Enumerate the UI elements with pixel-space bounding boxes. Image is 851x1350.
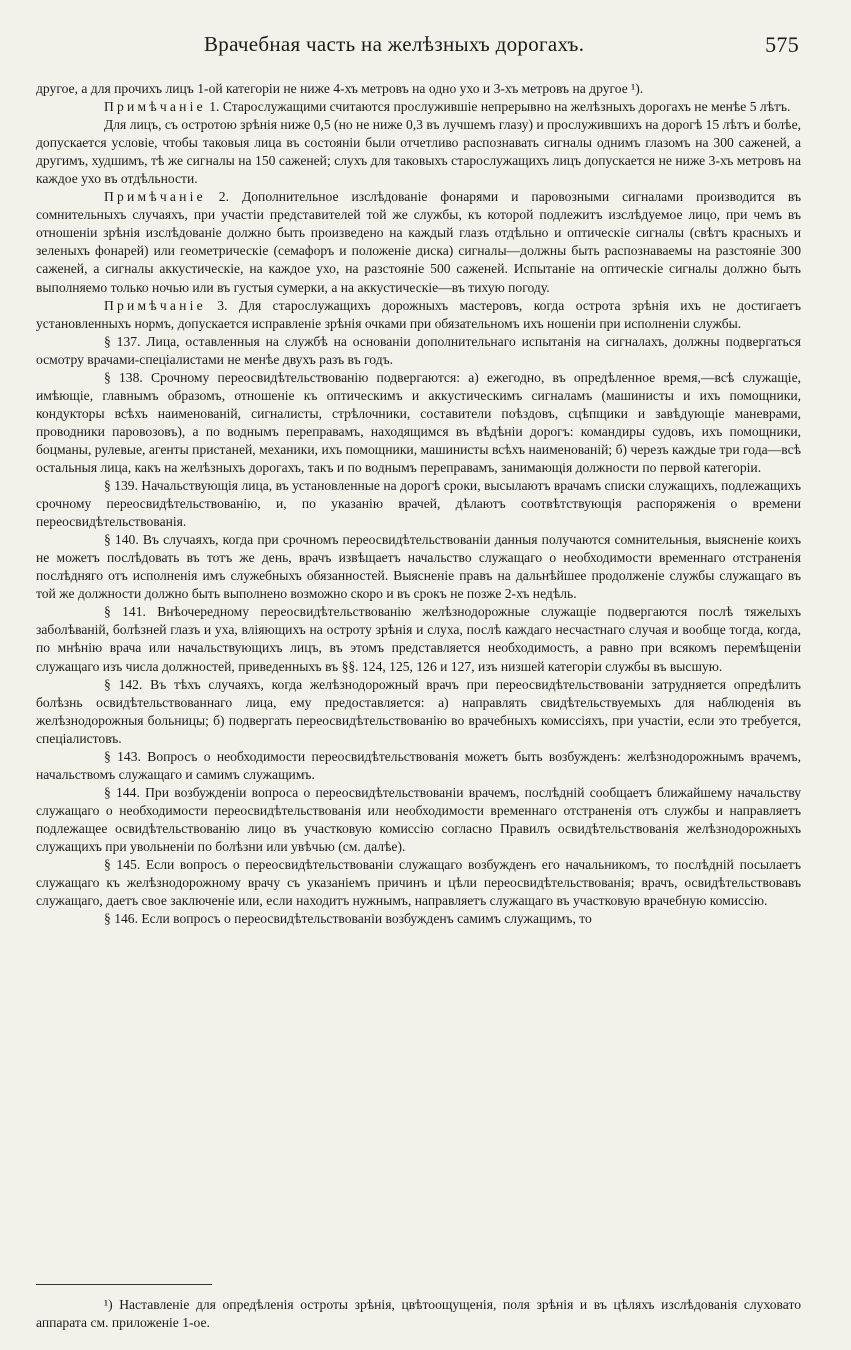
running-title: Врачебная часть на желѣзныхъ дорогахъ. [204,32,585,56]
section-146: § 146. Если вопросъ о переосвидѣтельствованіи возбужденъ самимъ служащимъ, то [104,911,592,927]
paragraph: Для лицъ, съ остротою зрѣнія ниже 0,5 (но не ниже 0,3 въ лучшемъ глазу) и прослужившихъ на дорогѣ 15 лѣтъ и болѣе, допускается условіе, чтобы таковыя лица въ состояніи были отчетливо распознавать сигналы однимъ глазомъ на 300 саженей, а другимъ, худшимъ, тѣ же сигналы на 150 саженей; слухъ для таковыхъ старослужащихъ лицъ допускается не ниже 3-хъ метровъ на каждое ухо въ отдѣльности. [36,117,801,187]
note-label: Примѣчаніе [104,99,206,115]
section-137: § 137. Лица, оставленныя на службѣ на основаніи дополнительнаго испытанія на сигналахъ, должны подвергаться осмотру врачами-спеціалистами не менѣе двухъ разъ въ годъ. [36,333,801,367]
page-header [36,26,801,66]
note-label: Примѣчаніе [104,189,206,205]
section-138: § 138. Срочному переосвидѣтельствованію подвергаются: а) ежегодно, въ опредѣленное время,—всѣ служащіе, имѣющіе, главнымъ образомъ, отношеніе къ оптическимъ и аккустическимъ сигналамъ (машинисты и ихъ помощники, кондукторы всѣхъ наименованій, сигналисты, стрѣлочники, составители поѣздовъ, сцѣпщики и завѣдующіе маневрами, проводники паровозовъ), а по воднымъ переправамъ, находящимся въ вѣдѣніи дорогъ: командиры судовъ, ихъ помощники, боцманы, рулевые, агенты пристаней, механики, ихъ помощники, машинисты всѣхъ наименованій; б) черезъ каждые три года—всѣ остальныя лица, какъ на желѣзныхъ дорогахъ, такъ и по воднымъ переправамъ, занимающія должности по первой категоріи. [36,369,801,475]
page-number: 575 [765,32,799,57]
section-143: § 143. Вопросъ о необходимости переосвидѣтельствованія можетъ быть возбужденъ: желѣзнодорожнымъ врачемъ, начальствомъ служащаго и самимъ служащимъ. [36,748,801,782]
section-139: § 139. Начальствующія лица, въ установленные на дорогѣ сроки, высылаютъ врачамъ списки служащихъ, подлежащихъ срочному переосвидѣтельствованію, и, по указанію врачей, дѣлаютъ соотвѣтствующія распоряженія о времени переосвидѣтельствованія. [36,478,801,530]
note-paragraph: Примѣчаніе 3. Для старослужащихъ дорожныхъ мастеровъ, когда острота зрѣнія ихъ не достигаетъ установленныхъ нормъ, допускается исправленіе зрѣнія очками при обязательномъ ихъ ношеніи при исполненіи службы. [36,297,801,331]
section-141: § 141. Внѣочередному переосвидѣтельствованію желѣзнодорожные служащіе подвергаются послѣ тяжелыхъ заболѣваній, болѣзней глазъ и уха, вліяющихъ на остроту зрѣнія и слуха, послѣ каждаго несчастнаго случая и вообще тогда, когда, по мнѣнію врача или начальствующихъ лицъ, въ этомъ представляется необходимость, а равно при всякомъ перемѣщеніи служащаго изъ числа должностей, приведенныхъ въ §§. 124, 125, 126 и 127, изъ низшей категоріи службы въ высшую. [36,604,801,674]
note-label: Примѣчаніе [104,297,206,313]
body-text [36,80,801,928]
note-paragraph: Примѣчаніе 2. Дополнительное изслѣдованіе фонарями и паровозными сигналами производится въ сомнительныхъ случаяхъ, при участіи представителей той же службы, къ которой подлежитъ изслѣдуемое лицо, при чемъ въ отношеніи зрѣнія изслѣдованіе должно быть произведено на каждый глазъ отдѣльно и оптическіе сигналы (свѣтъ красныхъ и зеленыхъ фонарей) или геометрическіе (семафоръ и положеніе диска) сигналы—должны быть распознаваемы на разстояніе 300 саженей, а сигналы аккустическіе, на каждое ухо, на разстояніе 500 саженей. Испытаніе на оптическіе сигналы должно быть выполняемо только ночью или въ густыя сумерки, а на аккустическіе—въ тихую погоду. [36,189,801,295]
footnote: ¹) Наставленіе для опредѣленія остроты зрѣнія, цвѣтоощущенія, поля зрѣнія и въ цѣляхъ изслѣдованія слуховато аппарата см. приложеніе 1-ое. [36,1297,801,1330]
section-140: § 140. Въ случаяхъ, когда при срочномъ переосвидѣтельствованіи данныя получаются сомнительныя, выясненіе коихъ не можетъ послѣдовать въ тотъ же день, врачъ извѣщаетъ начальство служащаго о необходимости временнаго отстраненія послѣдняго отъ исполненія имъ служебныхъ обязанностей. Выясненіе правъ на дальнѣйшее продолженіе службы служащаго въ той же должности должно быть выполнено возможно скоро и въ срокъ не позже 2-хъ недѣль. [36,532,801,602]
section-144: § 144. При возбужденіи вопроса о переосвидѣтельствованіи врачемъ, послѣдній сообщаетъ ближайшему начальству служащаго о необходимости переосвидѣтельствованія или необходимости временнаго отстраненія отъ службы и направляетъ подлежащее освидѣтельствованію лицо въ участковую комиссію согласно Правилъ освидѣтельствованія желѣзнодорожныхъ служащихъ при увольненіи по болѣзни или увѣчью (см. далѣе). [36,784,801,854]
footnote-divider [36,1284,212,1285]
section-145: § 145. Если вопросъ о переосвидѣтельствованіи служащаго возбужденъ его начальникомъ, то послѣдній посылаетъ служащаго къ желѣзнодорожному врачу съ указаніемъ причинъ и цѣли переосвидѣтельствованія; врачъ, освидѣтельствовавъ служащаго, даетъ свое заключеніе или, если находитъ нужнымъ, направляетъ служащаго въ участковую врачебную комиссію. [36,857,801,909]
paragraph: другое, а для прочихъ лицъ 1-ой категоріи не ниже 4-хъ метровъ на одно ухо и 3-хъ метровъ на другое ¹). [36,81,644,96]
note-paragraph: Примѣчаніе 1. Старослужащими считаются прослужившіе непрерывно на желѣзныхъ дорогахъ не менѣе 5 лѣтъ. [104,99,791,115]
section-142: § 142. Въ тѣхъ случаяхъ, когда желѣзнодорожный врачъ при переосвидѣтельствованіи затрудняется опредѣлить болѣзнь освидѣтельствованнаго лица, ему предоставляется: а) направлять свидѣтельствуемыхъ для наблюденія въ желѣзнодорожныя больницы; б) подвергать переосвидѣтельствованію во врачебныхъ комиссіяхъ, при участіи, если это требуется, спеціалистовъ. [36,676,801,746]
